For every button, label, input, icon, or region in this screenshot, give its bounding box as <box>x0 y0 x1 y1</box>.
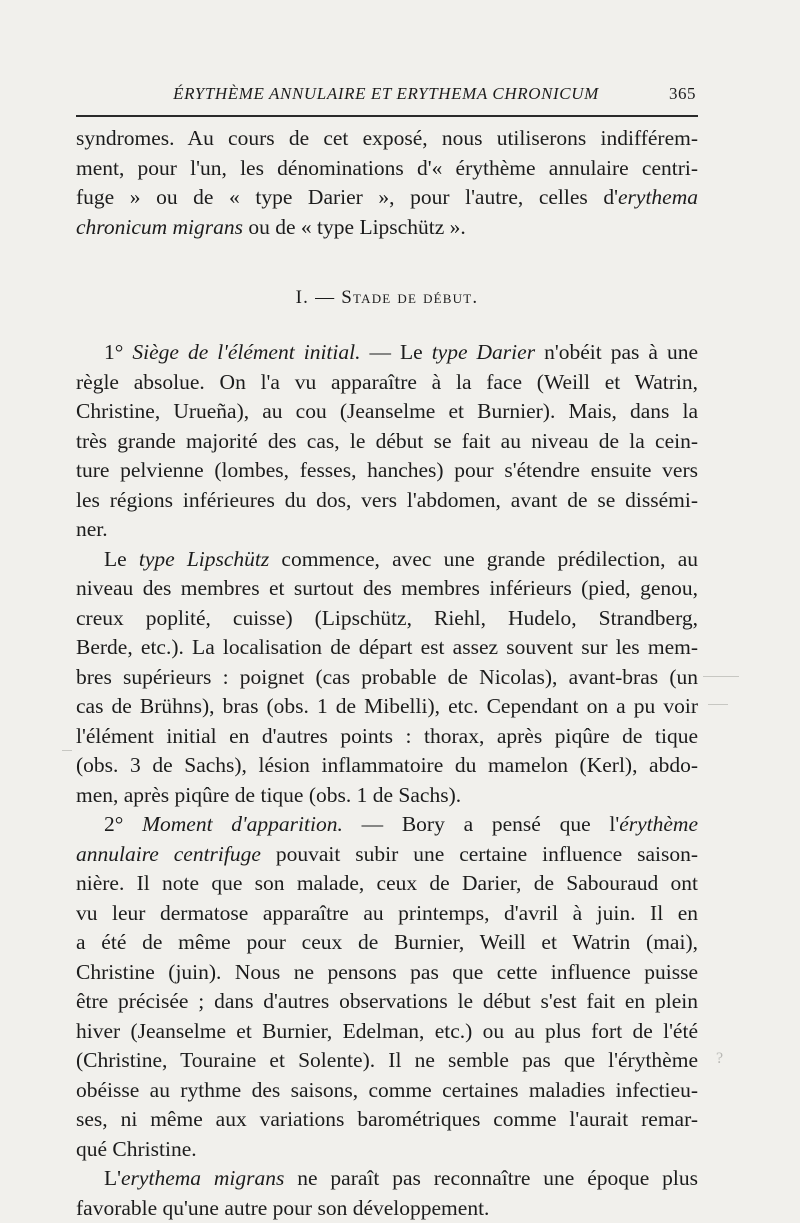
text-run: ne paraît pas reconnaître une époque plus <box>284 1166 698 1190</box>
text-line: favorable qu'une autre pour son développement. <box>76 1194 698 1223</box>
italic-run: chronicum migrans <box>76 215 243 239</box>
section-heading <box>76 283 698 312</box>
text-run: — Bory a pensé que l' <box>343 812 619 836</box>
italic-run: annulaire centrifuge <box>76 842 261 866</box>
text-run: ou de « type Lipschütz ». <box>243 215 466 239</box>
italic-run: type Darier <box>432 340 535 364</box>
text-run: L' <box>104 1166 121 1190</box>
text-line: être précisée ; dans d'autres observations le début s'est fait en plein <box>76 987 698 1017</box>
paragraph-number: 2° <box>104 812 123 836</box>
text-line: ses, ni même aux variations barométriques comme l'aurait remar- <box>76 1105 698 1135</box>
text-line: niveau des membres et surtout des membres inférieurs (pied, genou, <box>76 574 698 604</box>
margin-pencil-mark <box>708 704 728 705</box>
text-line <box>76 213 698 243</box>
text-run: fuge » ou de « type Darier », pour l'autre, celles d' <box>76 185 618 209</box>
italic-run: erythema migrans <box>121 1166 284 1190</box>
text-line: creux poplité, cuisse) (Lipschütz, Riehl, Hudelo, Strandberg, <box>76 604 698 634</box>
text-line: ment, pour l'un, les dénominations d'« érythème annulaire centri- <box>76 154 698 184</box>
intro-paragraph <box>76 124 698 242</box>
text-run: — Le <box>360 340 431 364</box>
section-title: Stade de début. <box>341 287 478 308</box>
text-line: a été de même pour ceux de Burnier, Weill et Watrin (mai), <box>76 928 698 958</box>
text-line <box>76 1164 698 1194</box>
text-run: pouvait subir une certaine influence saison- <box>261 842 698 866</box>
text-run: Le <box>104 547 139 571</box>
section-dash: — <box>315 287 335 308</box>
paragraph-lipschutz <box>76 545 698 811</box>
text-line: Berde, etc.). La localisation de départ est assez souvent sur les mem- <box>76 633 698 663</box>
text-line: cas de Brühns), bras (obs. 1 de Mibelli), etc. Cependant on a pu voir <box>76 692 698 722</box>
text-line: très grande majorité des cas, le début se fait au niveau de la cein- <box>76 427 698 457</box>
text-line: obéisse au rythme des saisons, comme certaines maladies infectieu- <box>76 1076 698 1106</box>
text-line: bres supérieurs : poignet (cas probable de Nicolas), avant-bras (un <box>76 663 698 693</box>
text-line <box>76 183 698 213</box>
paragraph-siege <box>76 338 698 545</box>
text-line: qué Christine. <box>76 1135 698 1165</box>
text-line <box>76 338 698 368</box>
text-line: (Christine, Touraine et Solente). Il ne semble pas que l'érythème <box>76 1046 698 1076</box>
paragraph-heading: Siège de l'élément initial. <box>132 340 360 364</box>
text-line: Christine, Urueña), au cou (Jeanselme et Burnier). Mais, dans la <box>76 397 698 427</box>
text-run: n'obéit pas à une <box>535 340 698 364</box>
margin-pencil-mark <box>703 676 739 677</box>
paragraph-migrans <box>76 1164 698 1223</box>
text-run: commence, avec une grande prédilection, au <box>269 547 698 571</box>
section-numeral: I. <box>296 287 309 308</box>
text-line: règle absolue. On l'a vu apparaître à la face (Weill et Watrin, <box>76 368 698 398</box>
text-line: hiver (Jeanselme et Burnier, Edelman, etc.) ou au plus fort de l'été <box>76 1017 698 1047</box>
italic-run: type Lipschütz <box>139 547 269 571</box>
margin-question-mark: ? <box>716 1050 723 1068</box>
running-title: ÉRYTHÈME ANNULAIRE ET ERYTHEMA CHRONICUM <box>76 84 696 104</box>
text-line <box>76 840 698 870</box>
paragraph-heading: Moment d'apparition. <box>142 812 343 836</box>
paragraph-moment <box>76 810 698 1164</box>
text-line: les régions inférieures du dos, vers l'abdomen, avant de se dissémi- <box>76 486 698 516</box>
text-line: vu leur dermatose apparaître au printemps, d'avril à juin. Il en <box>76 899 698 929</box>
italic-run: érythème <box>619 812 698 836</box>
text-line: (obs. 3 de Sachs), lésion inflammatoire du mamelon (Kerl), abdo- <box>76 751 698 781</box>
text-line: ture pelvienne (lombes, fesses, hanches) pour s'étendre ensuite vers <box>76 456 698 486</box>
text-line: l'élément initial en d'autres points : thorax, après piqûre de tique <box>76 722 698 752</box>
text-line: men, après piqûre de tique (obs. 1 de Sachs). <box>76 781 698 811</box>
italic-run: erythema <box>618 185 698 209</box>
text-line <box>76 810 698 840</box>
text-line: ner. <box>76 515 698 545</box>
running-header <box>76 80 696 108</box>
text-line: syndromes. Au cours de cet exposé, nous utiliserons indifférem- <box>76 124 698 154</box>
header-rule <box>76 115 698 117</box>
margin-pencil-mark <box>62 750 72 751</box>
text-line: nière. Il note que son malade, ceux de Darier, de Sabouraud ont <box>76 869 698 899</box>
page-number: 365 <box>669 84 696 104</box>
page-body <box>76 124 698 1223</box>
text-line <box>76 545 698 575</box>
text-line: Christine (juin). Nous ne pensons pas que cette influence puisse <box>76 958 698 988</box>
paragraph-number: 1° <box>104 340 123 364</box>
